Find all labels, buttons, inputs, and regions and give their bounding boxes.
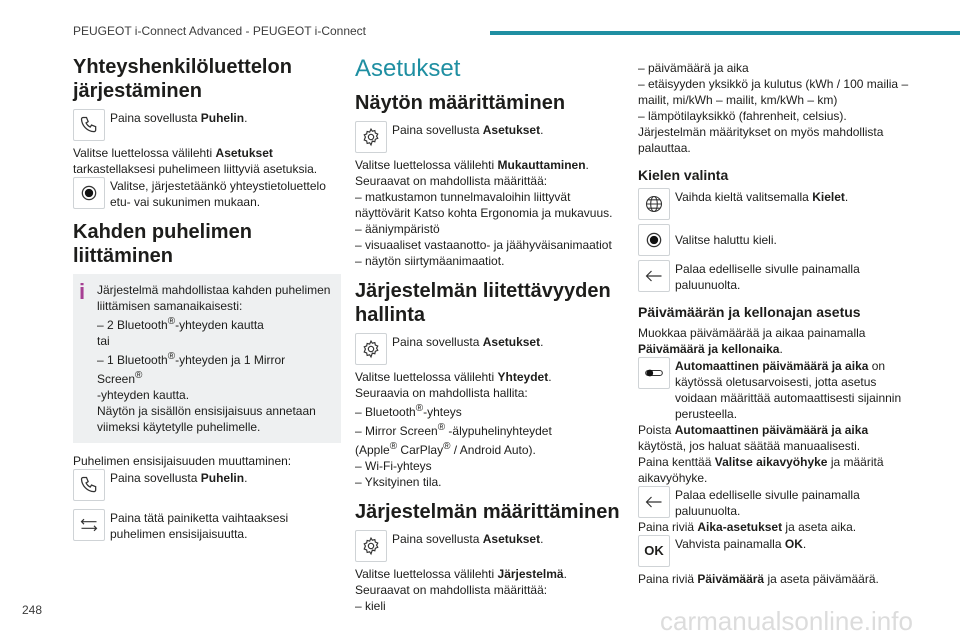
globe-icon [638, 188, 670, 220]
heading-contacts: Yhteyshenkilöluettelon järjestäminen [73, 56, 292, 102]
section-title-settings: Asetukset [355, 55, 461, 82]
radio-button-icon [73, 177, 105, 209]
column-left [73, 55, 341, 546]
toggle-switch-icon [638, 357, 670, 389]
back-arrow-icon [638, 486, 670, 518]
back-arrow-icon [638, 260, 670, 292]
header-accent-bar [490, 31, 960, 35]
gear-icon [355, 530, 387, 562]
gear-icon [355, 121, 387, 153]
step-auto-date: Automaattinen päivämäärä ja aika on käytössä oletusarvoisesti, jotta asetus voidaan määrittää automaattisesti sijainnin perusteella. [638, 357, 913, 422]
heading-display: Näytön määrittäminen [355, 92, 566, 114]
step-back-1: Palaa edelliselle sivulle painamalla paluunuolta. [638, 260, 913, 293]
watermark: carmanualsonline.info [660, 606, 913, 636]
step-settings-app-2: Paina sovellusta Asetukset. [355, 333, 623, 365]
heading-system: Järjestelmän määrittäminen [355, 501, 620, 523]
step-select-language: Valitse haluttu kieli. [638, 224, 913, 256]
step-phone-app: Paina sovellusta Puhelin. [73, 109, 341, 141]
column-right: – päivämäärä ja aika – etäisyyden yksikkö ja kulutus (kWh / 100 mailia – mailit, mi/kWh – mailit, km/kWh – km) – lämpötilayksikkö (fahrenheit, celsius). Järjestelmän määritykset on myös mahdollista palauttaa. Kielen valinta Vaihda kieltä valitsemalla Kielet. Valitse haluttu kieli. Palaa edelliselle sivulle painamalla paluunuolta. Päivämäärän ja kellonajan asetus Muokkaa päivämäärää ja aikaa painamalla Päivämäärä ja kellonaika. Automaattinen päivämäärä ja aika on käytössä oletusarvoisesti, jotta asetus voidaan määrittää automaattisesti sijainnin perusteella. Poista Automaattinen päivämäärä ja aika käytöstä, jos haluat säätää manuaalisesti. Paina kenttää Valitse aikavyöhyke ja määritä aikavyöhyke. Palaa edelliselle sivulle painamalla paluunuolta. Paina riviä Aika-asetukset ja aseta aika. OK Vahvista painamalla OK. Paina riviä Päivämäärä ja aseta päivämäärä. [638, 60, 913, 587]
step-sort-contacts: Valitse, järjestetäänkö yhteystietoluettelo etu- vai sukunimen mukaan. [73, 177, 341, 210]
heading-pairing: Kahden puhelimen liittäminen [73, 221, 252, 267]
step-phone-app-2: Paina sovellusta Puhelin. [73, 469, 341, 501]
column-middle: Asetukset Näytön määrittäminen Paina sovellusta Asetukset. Valitse luettelossa välilehti Mukauttaminen. Seuraavat on mahdollista määrittää: – matkustamon tunnelmavaloihin liittyvät näyttövärit Katso kohta Ergonomia ja mukavuus. – ääniympäristö – visuaaliset vastaanotto- ja jäähyväisanimaatiot – näytön siirtymäanimaatiot. Järjestelmän liitettävyyden hallinta Paina sovellusta Asetukset. Valitse luettelossa välilehti Yhteydet. Seuraavia on mahdollista hallita: – Bluetooth®-yhteys – Mirror Screen® -älypuhelinyhteydet (Apple® CarPlay® / Android Auto). – Wi-Fi-yhteys – Yksityinen tila. Järjestelmän määrittäminen Paina sovellusta Asetukset. Valitse luettelossa välilehti Järjestelmä. Seuraavat on mahdollista määrittää: – kieli [355, 55, 623, 614]
heading-language: Kielen valinta [638, 167, 729, 183]
info-icon: i [79, 279, 86, 304]
step-back-2: Palaa edelliselle sivulle painamalla paluunuolta. [638, 486, 913, 519]
phone-icon [73, 469, 105, 501]
heading-connectivity: Järjestelmän liitettävyyden hallinta [355, 280, 611, 326]
ok-button-icon: OK [638, 535, 670, 567]
running-header: PEUGEOT i-Connect Advanced - PEUGEOT i-Connect [73, 24, 367, 38]
heading-date-time: Päivämäärän ja kellonajan asetus [638, 304, 861, 320]
step-settings-app-3: Paina sovellusta Asetukset. [355, 530, 623, 562]
para-settings-tab: Valitse luettelossa välilehti Asetukset tarkastellaksesi puhelimeen liittyviä asetuksia. [73, 146, 318, 176]
phone-icon [73, 109, 105, 141]
swap-arrows-icon [73, 509, 105, 541]
step-switch-priority: Paina tätä painiketta vaihtaaksesi puhelimen ensisijaisuutta. [73, 509, 341, 542]
info-note: i Järjestelmä mahdollistaa kahden puhelimen liittämisen samanaikaisesti: – 2 Bluetooth®-yhteyden kautta tai – 1 Bluetooth®-yhteyden ja 1 Mirror Screen® -yhteyden kautta. Näytön ja sisällön ensisijaisuus annetaan viimeksi käytetylle puhelimelle. [73, 274, 341, 443]
step-settings-app: Paina sovellusta Asetukset. [355, 121, 623, 153]
step-confirm-ok: OK Vahvista painamalla OK. [638, 535, 913, 567]
step-languages: Vaihda kieltä valitsemalla Kielet. [638, 188, 913, 220]
radio-button-icon [638, 224, 670, 256]
gear-icon [355, 333, 387, 365]
page-number: 248 [22, 603, 43, 617]
para-priority: Puhelimen ensisijaisuuden muuttaminen: [73, 454, 292, 468]
